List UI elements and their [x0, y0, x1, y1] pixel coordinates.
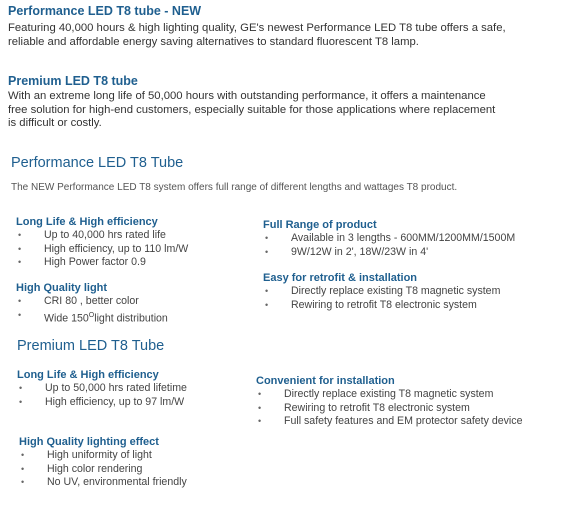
bullet-icon: • — [265, 299, 269, 310]
group-long-life-premium — [17, 369, 187, 409]
list-item: • Available in 3 lengths - 600MM/1200MM/1500M — [265, 232, 516, 244]
bullet-icon: • — [18, 243, 22, 254]
list-item: • Wide $150^Olight$ distribution — [18, 309, 168, 325]
bullet-icon: • — [21, 463, 25, 474]
section-title-performance: Performance LED T8 Tube — [11, 155, 184, 171]
paragraph-performance — [8, 22, 563, 49]
list-item: • Rewiring to retrofit T8 electronic system — [258, 401, 470, 414]
group-retrofit — [263, 272, 500, 312]
list-item: • Up to 50,000 hrs rated lifetime — [19, 382, 187, 394]
list-item: • 9W/12W in 2', 18W/23W in 4' — [265, 245, 429, 258]
section-intro-performance: The NEW Performance LED T8 system offers full range of different lengths and wattages T8 product. — [11, 182, 458, 193]
list-item: • High uniformity of light — [21, 449, 152, 461]
list-item: • High color rendering — [21, 462, 143, 475]
bullet-icon: • — [19, 383, 23, 393]
bullet-icon: • — [21, 450, 25, 460]
bullet-icon: • — [265, 233, 269, 243]
title-premium-tube: Premium LED T8 tube — [8, 74, 138, 88]
subheading: Easy for retrofit & installation — [263, 272, 418, 284]
bullet-icon: • — [18, 309, 22, 320]
section-title-premium: Premium LED T8 Tube — [17, 338, 165, 354]
bullet-icon: • — [18, 296, 22, 306]
paragraph-line: reliable and affordable energy saving alternatives to standard fluorescent T8 lamp. — [8, 35, 419, 48]
bullet-icon: • — [258, 389, 262, 399]
subheading: Long Life & High efficiency — [17, 369, 159, 381]
group-long-life-performance — [16, 216, 188, 270]
list-item: • No UV, environmental friendly — [21, 476, 187, 489]
list-item: • Directly replace existing T8 magnetic system — [258, 388, 494, 400]
paragraph-premium — [8, 90, 563, 131]
group-installation-premium — [256, 375, 522, 429]
subheading: Long Life & High efficiency — [16, 216, 158, 228]
list-item: • Up to 40,000 hrs rated life — [18, 229, 166, 241]
subheading: High Quality lighting effect — [19, 436, 159, 448]
list-item: • High Power factor 0.9 — [18, 256, 146, 269]
group-quality-premium — [19, 436, 187, 490]
list-item: • Directly replace existing T8 magnetic system — [265, 285, 501, 297]
list-item: • Rewiring to retrofit T8 electronic system — [265, 298, 477, 311]
paragraph-line: With an extreme long life of 50,000 hours with outstanding performance, it offers a maintenance — [8, 90, 486, 102]
degree-mark: O — [88, 311, 95, 319]
list-item: • CRI 80 , better color — [18, 295, 139, 307]
paragraph-line: is difficult or costly. — [8, 117, 102, 129]
bullet-icon: • — [21, 477, 25, 488]
bullet-icon: • — [258, 402, 262, 413]
subheading: Full Range of product — [263, 219, 377, 231]
paragraph-line: Featuring 40,000 hours & high lighting quality, GE's newest Performance LED T8 tube offers a safe, — [8, 22, 506, 34]
bullet-icon: • — [265, 246, 269, 257]
group-full-range — [263, 219, 515, 259]
bullet-icon: • — [18, 230, 22, 240]
group-quality-performance — [16, 282, 168, 326]
title-performance-new: Performance LED T8 tube - NEW — [8, 4, 202, 18]
subheading: High Quality light — [16, 282, 108, 294]
list-item: • Full safety features and EM protector safety device — [258, 415, 523, 428]
bullet-icon: • — [258, 416, 262, 427]
bullet-icon: • — [265, 286, 269, 296]
list-item: • High efficiency, up to 110 lm/W — [18, 242, 189, 255]
bullet-icon: • — [19, 396, 23, 407]
subheading: Convenient for installation — [256, 375, 395, 387]
bullet-icon: • — [18, 257, 22, 268]
list-item: • High efficiency, up to 97 lm/W — [19, 395, 185, 408]
paragraph-line: free solution for high-end customers, especially suitable for those applications where replacement — [8, 103, 496, 116]
